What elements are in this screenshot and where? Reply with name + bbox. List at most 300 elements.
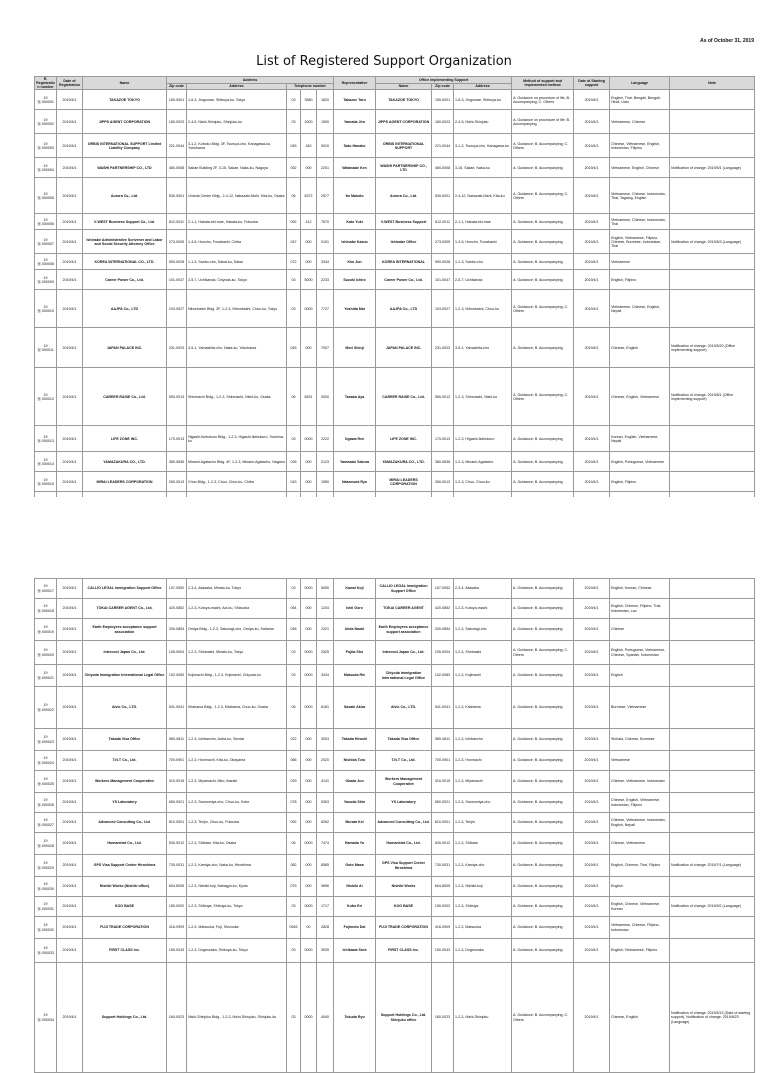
registration-number-cell: 19登-000007 — [35, 230, 57, 254]
telephone-line-cell: 5050 — [317, 579, 334, 599]
note-cell: Notification of change: 2019/6/3 (Language) — [670, 230, 755, 254]
office-zip-cell: 460-0008 — [432, 158, 454, 178]
telephone-exchange-cell: 0000 — [301, 290, 317, 328]
telephone-line-cell: 1500 — [317, 110, 334, 134]
telephone-area-cell: 075 — [287, 877, 301, 897]
registration-number-cell: 19登-000005 — [35, 178, 57, 214]
support-method-cell: A. Guidance; B. Accompanying; C. Others — [512, 178, 574, 214]
support-method-cell: A. Guidance; B. Accompanying — [512, 793, 574, 813]
representative-cell: Nakamura Ryo — [334, 472, 376, 492]
office-name-cell: Earth Employees acceptance support association — [376, 619, 432, 641]
registration-date-cell: 2019/4/1 — [57, 579, 83, 599]
office-address-cell: 1-2-3, Minami-Agatacho — [454, 452, 512, 472]
zip-code-cell: 150-0001 — [167, 90, 187, 110]
telephone-area-cell: 03 — [287, 110, 301, 134]
language-cell: Chinese, Vietnamese, Indonesian, English, Nepali — [610, 813, 670, 833]
registration-number-cell: 19登-000015 — [35, 472, 57, 492]
representative-cell: Yamazaki Sakura — [334, 452, 376, 472]
telephone-line-cell: 7727 — [317, 290, 334, 328]
office-name-cell: Humanbird Co., Ltd. — [376, 833, 432, 855]
telephone-line-cell: 2123 — [317, 452, 334, 472]
telephone-exchange-cell: 000 — [301, 771, 317, 793]
zip-code-cell: 590-0028 — [167, 254, 187, 270]
table-body-page-1 — [35, 90, 755, 512]
telephone-exchange-cell: 0000 — [301, 897, 317, 917]
office-zip-cell: 150-0043 — [432, 939, 454, 963]
address-cell: 1-2-3, Tenjin, Chuo-ku, Fukuoka — [187, 813, 287, 833]
col-telephone: Telephone number — [287, 83, 334, 90]
telephone-area-cell: 072 — [287, 254, 301, 270]
address-cell: 1-2-3, Kamiya-cho, Naka-ku, Hiroshima — [187, 855, 287, 877]
language-cell: English, Portuguese, Vietnamese — [610, 452, 670, 472]
language-cell: English, Korean, Chinese — [610, 579, 670, 599]
telephone-exchange-cell: 000 — [301, 328, 317, 368]
col-language: Language — [610, 77, 670, 90]
support-method-cell: A. Guidance; B. Accompanying; C. Others — [512, 290, 574, 328]
telephone-area-cell: 043 — [287, 472, 301, 492]
registration-number-cell: 19登-000033 — [35, 939, 57, 963]
support-method-cell: A. Guidance; B. Accompanying — [512, 665, 574, 687]
address-cell: 1-6-3, Jingumae, Shibuya-ku, Tokyo — [187, 90, 287, 110]
office-zip-cell: 105-0004 — [432, 641, 454, 665]
telephone-area-cell: 06 — [287, 687, 301, 729]
registration-date-cell: 2019/4/1 — [57, 813, 83, 833]
note-cell — [670, 793, 755, 813]
organization-name-cell: JAPAN PALACE INC. — [83, 328, 167, 368]
language-cell: Vietnamese, English, Chinese — [610, 158, 670, 178]
telephone-area-cell: 06 — [287, 833, 301, 855]
office-name-cell: TAKAZOE TOKYO — [376, 90, 432, 110]
representative-cell: Okada Jun — [334, 771, 376, 793]
office-name-cell: KOREA INTERNATIONAL — [376, 254, 432, 270]
registration-date-cell: 2019/4/1 — [57, 897, 83, 917]
table-row — [35, 270, 755, 290]
zip-code-cell: 160-0023 — [167, 963, 187, 1073]
address-cell: 2-3-4, Akasaka, Minato-ku, Tokyo — [187, 579, 287, 599]
support-method-cell: A. Guidance; B. Accompanying — [512, 729, 574, 751]
telephone-area-cell: 0545 — [287, 917, 301, 939]
support-start-date-cell: 2019/4/1 — [574, 917, 610, 939]
telephone-line-cell: 2201 — [317, 158, 334, 178]
representative-cell: Ishinabe Kazuo — [334, 230, 376, 254]
zip-code-cell: 150-0043 — [167, 939, 187, 963]
table-row — [35, 665, 755, 687]
office-name-cell: MIRAI LEADERS CORPORATION — [376, 472, 432, 492]
telephone-exchange-cell: 000 — [301, 813, 317, 833]
telephone-line-cell: 0101 — [317, 230, 334, 254]
representative-cell: Fujita Sho — [334, 641, 376, 665]
office-address-cell: 1-2-3, Ichibancho — [454, 729, 512, 751]
office-address-cell: 1-2-3, Sannomiya-cho — [454, 793, 512, 813]
office-address-cell: 3-15, Sakae, Naka-ku — [454, 158, 512, 178]
registration-number-cell: 19登-000011 — [35, 328, 57, 368]
support-start-date-cell: 2019/4/1 — [574, 452, 610, 472]
office-zip-cell: 812-0011 — [432, 214, 454, 230]
telephone-exchange-cell: 000 — [301, 158, 317, 178]
support-method-cell: A. Guidance; B. Accompanying — [512, 452, 574, 472]
language-cell: Vietnamese, Chinese, Indonesian, Thai, Tagalog, English — [610, 178, 670, 214]
support-start-date-cell: 2019/4/1 — [574, 599, 610, 619]
support-method-cell: A. Guidance; B. Accompanying; C. Others — [512, 134, 574, 158]
office-name-cell: Aurora Co., Ltd. — [376, 178, 432, 214]
language-cell: Chinese — [610, 619, 670, 641]
language-cell: English, Chinese, Vietnamese, Korean — [610, 897, 670, 917]
registration-number-cell: 19登-000010 — [35, 290, 57, 328]
table-row — [35, 90, 755, 110]
office-zip-cell: 310-0015 — [432, 771, 454, 793]
organization-name-cell: JIPPS AGENT CORPORATION — [83, 110, 167, 134]
support-start-date-cell: 2019/4/1 — [574, 793, 610, 813]
telephone-area-cell: 03 — [287, 426, 301, 452]
telephone-line-cell: 8585 — [317, 855, 334, 877]
representative-cell: Ishii Goro — [334, 599, 376, 619]
organization-name-cell: Chiyoda Immigration International Legal Office — [83, 665, 167, 687]
telephone-exchange-cell: 2000 — [301, 110, 317, 134]
office-address-cell: 3-5-1, Yamashita-cho — [454, 328, 512, 368]
telephone-area-cell: 03 — [287, 290, 301, 328]
telephone-exchange-cell: 000 — [301, 599, 317, 619]
telephone-exchange-cell: 000 — [301, 452, 317, 472]
address-cell: 1-1-3, Sanbo-cho, Sakai-ku, Sakai — [187, 254, 287, 270]
representative-cell: Nishiki Ai — [334, 877, 376, 897]
note-cell — [670, 599, 755, 619]
telephone-area-cell: 03 — [287, 963, 301, 1073]
support-method-cell: A. Guidance; B. Accompanying; C. Others — [512, 368, 574, 426]
organization-name-cell: MIRAI LEADERS CORPORATION — [83, 472, 167, 492]
telephone-exchange-cell: 340 — [301, 134, 317, 158]
support-method-cell: A. Guidance; B. Accompanying — [512, 917, 574, 939]
registration-number-cell: 19登-000008 — [35, 254, 57, 270]
office-zip-cell: 541-0041 — [432, 687, 454, 729]
registration-number-cell: 19登-000032 — [35, 917, 57, 939]
telephone-area-cell: 082 — [287, 855, 301, 877]
language-cell: Burmese, Vietnamese — [610, 687, 670, 729]
registration-number-cell: 19登-000024 — [35, 751, 57, 771]
office-name-cell: TOKAI CAREER AGENT — [376, 599, 432, 619]
address-cell: 2-4-5, Nishi-Shinjuku, Shinjuku-ku — [187, 110, 287, 134]
office-zip-cell: 380-0836 — [432, 452, 454, 472]
office-zip-cell: 980-0811 — [432, 729, 454, 751]
zip-code-cell: 541-0041 — [167, 687, 187, 729]
telephone-line-cell: 0010 — [317, 134, 334, 158]
registration-date-cell: 2019/4/1 — [57, 665, 83, 687]
note-cell — [670, 641, 755, 665]
telephone-line-cell: 0000 — [317, 368, 334, 426]
representative-cell: Kubo Eri — [334, 897, 376, 917]
office-address-cell: 1-2-3, Shinbashi — [454, 641, 512, 665]
language-cell: English — [610, 665, 670, 687]
telephone-exchange-cell: 000 — [301, 751, 317, 771]
office-zip-cell: 590-0028 — [432, 254, 454, 270]
col-address-detail: Address — [187, 83, 287, 90]
support-method-cell: A. Guidance; B. Accompanying — [512, 833, 574, 855]
language-cell: Vietnamese — [610, 254, 670, 270]
telephone-exchange-cell: 0000 — [301, 939, 317, 963]
organization-name-cell: Alvic Co., LTD. — [83, 687, 167, 729]
telephone-line-cell: 4040 — [317, 963, 334, 1073]
language-cell: Chinese, English, Vietnamese — [610, 368, 670, 426]
organization-name-cell: CAREER RAISE Co., Ltd. — [83, 368, 167, 426]
support-start-date-cell: 2019/4/1 — [574, 771, 610, 793]
support-method-cell: A. Guidance; B. Accompanying — [512, 472, 574, 492]
office-zip-cell: 530-0001 — [432, 178, 454, 214]
telephone-exchange-cell: 000 — [301, 877, 317, 897]
note-cell — [670, 290, 755, 328]
organization-name-cell: AAJPA Co., LTD — [83, 290, 167, 328]
language-cell: English, Thai, Bengali, Bengali, Hindi, Urdu — [610, 90, 670, 110]
registration-table-page-1 — [34, 76, 755, 512]
support-start-date-cell: 2019/4/1 — [574, 855, 610, 877]
col-address: Address — [167, 77, 334, 84]
office-name-cell: Advanced Consulting Co., Ltd. — [376, 813, 432, 833]
telephone-line-cell: 9696 — [317, 877, 334, 897]
office-address-cell: 1-2-3, Kamiya-cho — [454, 855, 512, 877]
registration-date-cell: 2019/4/1 — [57, 472, 83, 492]
support-method-cell: A. Guidance; B. Accompanying; C. Others — [512, 641, 574, 665]
table-row — [35, 579, 755, 599]
language-cell: English, Chinese, Thai, Filipino — [610, 855, 670, 877]
col-date-starting-support: Date of Starting support — [574, 77, 610, 90]
support-method-cell: A. Guidance; B. Accompanying — [512, 813, 574, 833]
telephone-area-cell: 03 — [287, 579, 301, 599]
telephone-line-cell: 4141 — [317, 771, 334, 793]
address-cell: Omiya Bldg., 1-2-3, Sakuragi-cho, Omiya-ku, Saitama — [187, 619, 287, 641]
support-method-cell: A. Guidance; B. Accompanying — [512, 270, 574, 290]
language-cell: Vietnamese, Chinese — [610, 110, 670, 134]
registration-date-cell: 2019/4/1 — [57, 687, 83, 729]
office-zip-cell: 221-0044 — [432, 134, 454, 158]
support-start-date-cell: 2019/4/1 — [574, 619, 610, 641]
representative-cell: Ogawa Ren — [334, 426, 376, 452]
telephone-line-cell: 7670 — [317, 214, 334, 230]
representative-cell: Yamada Jiro — [334, 110, 376, 134]
telephone-area-cell: 045 — [287, 328, 301, 368]
telephone-line-cell: 2577 — [317, 178, 334, 214]
organization-name-cell: WASHI PARTNERSHIP CO., LTD — [83, 158, 167, 178]
table-row — [35, 641, 755, 665]
telephone-area-cell: 026 — [287, 452, 301, 472]
support-start-date-cell: 2019/4/1 — [574, 665, 610, 687]
support-method-cell: A. Guidance; B. Accompanying — [512, 877, 574, 897]
address-cell: 1-2-3, Shibata, Kita-ku, Osaka — [187, 833, 287, 855]
support-start-date-cell: 2019/4/1 — [574, 833, 610, 855]
address-cell: 1-2-3, Matsuoka, Fuji, Shizuoka — [187, 917, 287, 939]
address-cell: 1-2-3, Miyamachi, Mito, Ibaraki — [187, 771, 287, 793]
registration-number-cell: 19登-000001 — [35, 90, 57, 110]
note-cell: Notification of change: 2019/8/1 (Office implementing support) — [670, 368, 755, 426]
office-address-cell: 1-6-3, Jingumae, Shibuya-ku — [454, 90, 512, 110]
office-zip-cell: 273-0005 — [432, 230, 454, 254]
telephone-area-cell: 03 — [287, 90, 301, 110]
office-address-cell: 1-4-5, Honcho, Funabashi — [454, 230, 512, 254]
representative-cell: Murata Kei — [334, 813, 376, 833]
office-zip-cell: 260-0013 — [432, 472, 454, 492]
address-cell: 2-5-7, Uchikanda, Chiyoda-ku, Tokyo — [187, 270, 287, 290]
organization-name-cell: T.N.T Co., Ltd. — [83, 751, 167, 771]
registration-date-cell: 2019/4/1 — [57, 917, 83, 939]
office-name-cell: LIFE ZONE INC. — [376, 426, 432, 452]
zip-code-cell: 105-0004 — [167, 641, 187, 665]
representative-cell: Kim Jun — [334, 254, 376, 270]
telephone-exchange-cell: 5000 — [301, 270, 317, 290]
organization-name-cell: KOO BASE — [83, 897, 167, 917]
office-zip-cell: 810-0001 — [432, 813, 454, 833]
telephone-area-cell: 06 — [287, 178, 301, 214]
language-cell: Vietnamese, Chinese, Filipino, Indonesian — [610, 917, 670, 939]
note-cell — [670, 665, 755, 687]
office-name-cell: FIRST CLASS Inc. — [376, 939, 432, 963]
registration-date-cell: 2019/4/1 — [57, 793, 83, 813]
registration-number-cell: 19登-000028 — [35, 833, 57, 855]
office-address-cell: 1-2-3, Kotoya-machi — [454, 599, 512, 619]
registration-date-cell: 2019/4/1 — [57, 178, 83, 214]
support-method-cell: A. Guidance; B. Accompanying — [512, 230, 574, 254]
address-cell: 1-2-3, Ichibancho, Aoba-ku, Sendai — [187, 729, 287, 751]
address-cell: Minami-Agatacho Bldg. 4F, 1-2-3, Minami-Agatacho, Nagano — [187, 452, 287, 472]
office-zip-cell: 103-0027 — [432, 290, 454, 328]
zip-code-cell: 812-0011 — [167, 214, 187, 230]
table-row — [35, 290, 755, 328]
telephone-line-cell: 1550 — [317, 472, 334, 492]
address-cell: Shinmachi Bldg., 1-2-3, Shinmachi, Nishi-ku, Osaka — [187, 368, 287, 426]
zip-code-cell: 103-0027 — [167, 290, 187, 328]
telephone-line-cell: 7007 — [317, 328, 334, 368]
language-cell: English, Vietnamese, Filipino, Chinese, Burmese, Indonesian, Thai — [610, 230, 670, 254]
registration-number-cell: 19登-000009 — [35, 270, 57, 290]
language-cell: Vietnamese, Chinese, Indonesian, Thai — [610, 214, 670, 230]
table-row — [35, 158, 755, 178]
organization-name-cell: FIRST CLASS Inc. — [83, 939, 167, 963]
support-start-date-cell: 2019/4/1 — [574, 426, 610, 452]
office-address-cell: 1-2-3, Honmachi — [454, 751, 512, 771]
support-start-date-cell: 2019/4/1 — [574, 328, 610, 368]
registration-number-cell: 19登-000023 — [35, 729, 57, 751]
support-method-cell: A. Guidance; B. Accompanying — [512, 599, 574, 619]
table-row — [35, 833, 755, 855]
support-start-date-cell: 2019/4/1 — [574, 729, 610, 751]
table-row — [35, 472, 755, 492]
office-zip-cell: 107-0052 — [432, 579, 454, 599]
registration-number-cell: 19登-000003 — [35, 134, 57, 158]
office-name-cell: Ishinabe Office — [376, 230, 432, 254]
support-method-cell: A. Guidance; B. Accompanying; C. Others — [512, 963, 574, 1073]
registration-number-cell: 19登-000017 — [35, 579, 57, 599]
registration-table-page-2 — [34, 578, 755, 1073]
office-zip-cell: 730-0031 — [432, 855, 454, 877]
telephone-line-cell: 2828 — [317, 917, 334, 939]
registration-date-cell: 2019/4/1 — [57, 110, 83, 134]
registration-date-cell: 2019/4/1 — [57, 426, 83, 452]
language-cell: English, Vietnamese, Filipino — [610, 939, 670, 963]
registration-date-cell: 2019/4/1 — [57, 452, 83, 472]
telephone-exchange-cell: 0000 — [301, 687, 317, 729]
support-method-cell: A. Guidance; B. Accompanying — [512, 939, 574, 963]
organization-name-cell: Earth Employees acceptance support association — [83, 619, 167, 641]
office-name-cell: JIPPS AGENT CORPORATION — [376, 110, 432, 134]
address-cell: Nishi-Shinjuku Bldg., 1-2-3, Nishi-Shinjuku, Shinjuku-ku — [187, 963, 287, 1073]
telephone-line-cell: 1820 — [317, 90, 334, 110]
table-row — [35, 426, 755, 452]
telephone-line-cell: 7474 — [317, 833, 334, 855]
col-office-address: Address — [454, 83, 512, 90]
registration-number-cell: 19登-000022 — [35, 687, 57, 729]
telephone-line-cell: 1717 — [317, 897, 334, 917]
zip-code-cell: 550-0013 — [167, 368, 187, 426]
table-row — [35, 134, 755, 158]
registration-number-cell: 19登-000004 — [35, 158, 57, 178]
zip-code-cell: 460-0008 — [167, 158, 187, 178]
organization-name-cell: LIFE ZONE INC. — [83, 426, 167, 452]
support-start-date-cell: 2019/4/1 — [574, 368, 610, 426]
office-address-cell: 1-2-3, Miyamachi — [454, 771, 512, 793]
registration-date-cell: 2019/4/1 — [57, 833, 83, 855]
office-zip-cell: 160-0023 — [432, 963, 454, 1073]
organization-name-cell: YS Laboratory — [83, 793, 167, 813]
organization-name-cell: ORBIS INTERNATIONAL SUPPORT Limited Liability Company — [83, 134, 167, 158]
representative-cell: Yoshida Mai — [334, 290, 376, 328]
registration-number-cell: 19登-000027 — [35, 813, 57, 833]
office-name-cell: AAJPA Co., LTD — [376, 290, 432, 328]
office-address-cell: 2-5-7, Uchikanda — [454, 270, 512, 290]
zip-code-cell: 260-0013 — [167, 472, 187, 492]
office-address-cell: 3-1-2, Tsuruya-cho, Kanagawa-ku — [454, 134, 512, 158]
organization-name-cell: GPS Visa Support Center Hiroshima — [83, 855, 167, 877]
registration-number-cell: 19登-000021 — [35, 665, 57, 687]
office-name-cell: FUJI TRADE CORPORATION — [376, 917, 432, 939]
table-row — [35, 917, 755, 939]
registration-number-cell: 19登-000012 — [35, 368, 57, 426]
zip-code-cell: 530-0001 — [167, 178, 187, 214]
support-method-cell: A. Guidance on procedure of life; B. Accompanying — [512, 110, 574, 134]
support-start-date-cell: 2019/4/1 — [574, 579, 610, 599]
representative-cell: Sasaki Akira — [334, 687, 376, 729]
registration-number-cell: 19登-000031 — [35, 897, 57, 917]
organization-name-cell: KOREA INTERNATIONAL CO., LTD. — [83, 254, 167, 270]
zip-code-cell: 810-0001 — [167, 813, 187, 833]
telephone-area-cell: 086 — [287, 751, 301, 771]
language-cell: English, Filipino — [610, 270, 670, 290]
note-cell: Notification of change: 2019/9/2 (Language) — [670, 897, 755, 917]
telephone-exchange-cell: 0000 — [301, 963, 317, 1073]
office-zip-cell: 160-0023 — [432, 110, 454, 134]
note-cell: Notification of change: 2019/5/1 (Language) — [670, 158, 755, 178]
office-zip-cell: 150-0002 — [432, 897, 454, 917]
office-name-cell: YS Laboratory — [376, 793, 432, 813]
table-row — [35, 254, 755, 270]
note-cell — [670, 939, 755, 963]
telephone-exchange-cell: 00 — [301, 917, 317, 939]
zip-code-cell: 416-0909 — [167, 917, 187, 939]
organization-name-cell: CALLIO LEGAL Immigration Support Office — [83, 579, 167, 599]
office-name-cell: YAMAZAKURA CO., LTD. — [376, 452, 432, 472]
zip-code-cell: 310-0015 — [167, 771, 187, 793]
support-method-cell: A. Guidance; B. Accompanying — [512, 855, 574, 877]
telephone-line-cell: 1234 — [317, 599, 334, 619]
support-start-date-cell: 2019/4/1 — [574, 472, 610, 492]
telephone-exchange-cell: 000 — [301, 230, 317, 254]
office-address-cell: 1-2-3, Chuo, Chuo-ku — [454, 472, 512, 492]
support-start-date-cell: 2019/4/1 — [574, 751, 610, 771]
note-cell — [670, 771, 755, 793]
support-start-date-cell: 2019/4/1 — [574, 897, 610, 917]
office-address-cell: 1-2-3, Higashi-Ikebukuro — [454, 426, 512, 452]
zip-code-cell: 380-0836 — [167, 452, 187, 472]
organization-name-cell: TOKAI CAREER AGENT Co., Ltd. — [83, 599, 167, 619]
telephone-line-cell: 2525 — [317, 641, 334, 665]
support-start-date-cell: 2019/4/1 — [574, 270, 610, 290]
office-address-cell: 1-2-3, Nishiki-koji — [454, 877, 512, 897]
support-start-date-cell: 2019/4/1 — [574, 254, 610, 270]
